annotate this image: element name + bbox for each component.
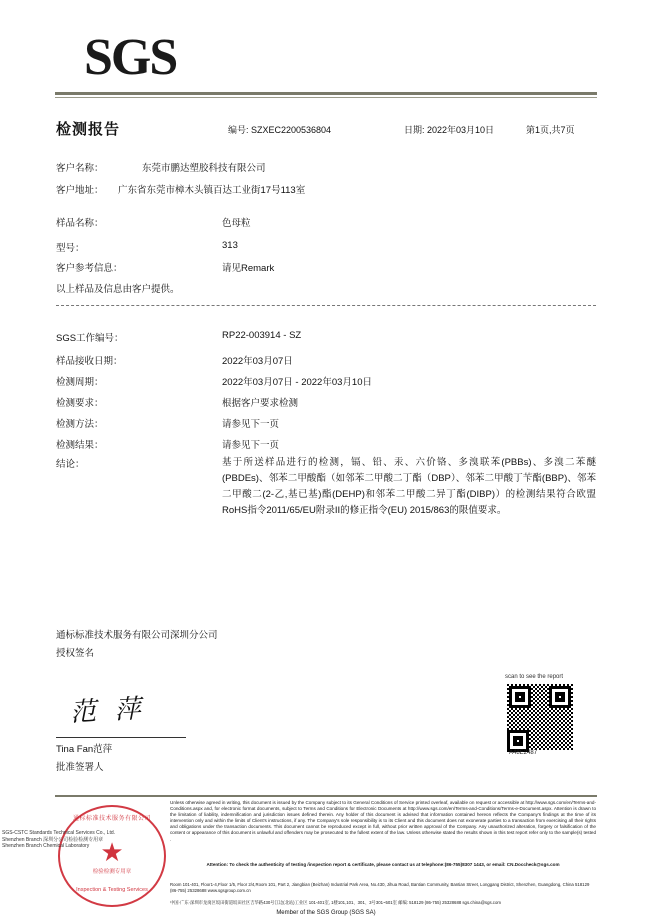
field-label-receive-date: 样品接收日期： (56, 356, 123, 367)
field-label-test-method: 检测方法： (56, 419, 104, 430)
page-title: 检测报告 (56, 121, 121, 138)
footer-address-en: Room 101-401, Floor1-4,Floor 1/5, Floor 2/4,Room 101, Part 2, Jiangbian (Beizhan) Industrial Park Area, No.430, Jihua Road, Bantian Community, Bantian Street, Longgang District, Shenzhen, Guangdong, China 518129 (86-755) 25328688 www.sgsgroup.com.cn (170, 882, 590, 893)
report-date: 日期: 2022年03月10日 (404, 125, 495, 135)
field-value-client-reference: 请见Remark (222, 263, 275, 274)
field-label-sample-name: 样品名称： (56, 218, 104, 229)
field-value-test-period: 2022年03月07日 - 2022年03月10日 (222, 377, 372, 388)
stamp-top-text: 通标标准技术服务有限公司 (72, 816, 151, 822)
field-label-job-no: SGS工作编号： (56, 333, 124, 344)
provided-by-client-note: 以上样品及信息由客户提供。 (56, 284, 180, 295)
stamp-side-text: SGS-CSTC Standards Technical Services Co., Ltd. Shenzhen Branch 深圳分公司检验检测专用章 Shenzhen Branch Chemical Laboratory (2, 830, 116, 849)
header-divider (55, 92, 597, 95)
stamp-sub-text: Inspection & Testing Services (76, 887, 148, 893)
qr-caption: scan to see the report (505, 674, 564, 680)
page-indicator: 第1页,共7页 (526, 125, 575, 135)
section-divider (56, 305, 596, 306)
field-value-client-name: 东莞市鹏达塑胶科技有限公司 (142, 163, 266, 174)
field-label-test-period: 检测周期： (56, 377, 104, 388)
footer-address-cn: 中国·广东·深圳市龙岗区坂田街道坂田社区吉华路430号江边(北站)工业区 101-401室, 1楼101,101、301、3号301~501室 邮编: 518129 (86-755) 25328688 sgs.china@sgs.com (170, 900, 501, 905)
field-label-conclusion: 结论： (56, 459, 85, 470)
sgs-logo: SGS (84, 29, 177, 86)
field-value-receive-date: 2022年03月07日 (222, 356, 293, 367)
footer-divider (55, 795, 597, 797)
field-value-model: 313 (222, 240, 238, 251)
field-label-client-address: 客户地址： (56, 185, 104, 196)
field-label-model: 型号： (56, 243, 85, 254)
qr-code-label: A48E2487 (509, 750, 538, 756)
report-number: 编号: SZXEC2200536804 (228, 125, 332, 135)
conclusion-text: 基于所送样品进行的检测，镉、铅、汞、六价铬、多溴联苯(PBBs)、多溴二苯醚(PBDEs)、邻苯二甲酸酯（如邻苯二甲酸二丁酯（DBP）、邻苯二甲酸丁苄酯(BBP)、邻苯二甲酸二(2-乙,基已基)酯(DEHP)和邻苯二甲酸二异丁酯(DIBP)）的检测结果符合欧盟RoHS指令2011/65/EU附录II的修正指令(EU) 2015/863的限值要求。 (222, 457, 596, 516)
footer-disclaimer: Unless otherwise agreed in writing, this document is issued by the Company subject to its General Conditions of Service printed overleaf, available on request or accessible at http://www.sgs.com/en/Terms-and-Conditions.aspx and, for electronic format documents, subject to Terms and Conditions for Electronic Documents at http://www.sgs.com/en/Terms-and-Conditions/Terms-e-Document.aspx. Attention is drawn to the limitation of liability, indemnification and jurisdiction issues defined therein. Any holder of this document is advised that information contained hereon reflects the Company's findings at the time of its intervention only and within the limits of Client's instructions, if any. The Company's sole responsibility is to its Client and this document does not exonerate parties to a transaction from exercising all their rights and obligations under the transaction documents. This document cannot be reproduced except in full, without prior written approval of the Company. Any unauthorized alteration, forgery or falsification of the content or appearance of this document is unlawful and offenders may be prosecuted to the fullest extent of the law. Unless otherwise stated the results shown in this test report refer only to the sample(s) tested . (170, 800, 596, 842)
stamp-mid-text: 检验检测专用章 (92, 869, 132, 875)
signing-company: 通标标准技术服务有限公司深圳分公司 (56, 630, 218, 641)
field-value-job-no: RP22-003914 - SZ (222, 330, 302, 341)
stamp-star-icon: ★ (100, 836, 124, 867)
authorized-signature-label: 授权签名 (56, 648, 95, 659)
field-value-test-requirement: 根据客户要求检测 (222, 398, 299, 409)
field-label-test-requirement: 检测要求： (56, 398, 104, 409)
field-label-test-result: 检测结果： (56, 440, 104, 451)
signatory-name: Tina Fan范萍 (56, 744, 113, 755)
signatory-role: 批准签署人 (56, 762, 104, 773)
field-value-test-method: 请参见下一页 (222, 419, 280, 430)
footer-attention: Attention: To check the authenticity of testing /inspection report & certificate, please contact us at telephone:(86-755)8307 1443, or email: CN.Doccheck@sgs.com (206, 862, 560, 867)
signature-line (56, 737, 186, 738)
handwritten-signature: 范 萍 (69, 694, 148, 727)
field-label-client-name: 客户名称： (56, 163, 104, 174)
field-label-client-reference: 客户参考信息： (56, 263, 123, 274)
footer-member-line: Member of the SGS Group (SGS SA) (276, 910, 376, 916)
field-value-client-address: 广东省东莞市樟木头镇百达工业街17号113室 (118, 185, 306, 196)
official-stamp-icon (58, 805, 166, 907)
field-value-test-result: 请参见下一页 (222, 440, 280, 451)
header-divider-thin (55, 97, 597, 98)
field-value-sample-name: 色母粒 (222, 218, 251, 229)
qr-corner-marker-icon (507, 730, 529, 752)
